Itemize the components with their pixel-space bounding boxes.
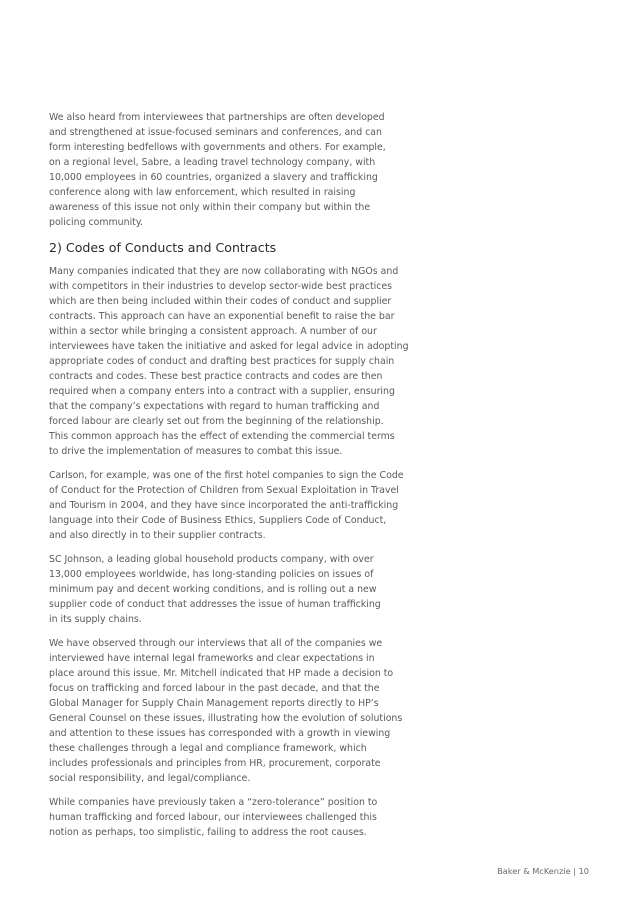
paragraph-line: Global Manager for Supply Chain Management reports directly to HP’s: [49, 698, 379, 709]
paragraph-line: focus on trafficking and forced labour in the past decade, and that the: [49, 683, 380, 694]
paragraph-line: and strengthened at issue-focused seminars and conferences, and can: [49, 127, 382, 138]
paragraph-line: General Counsel on these issues, illustrating how the evolution of solutions: [49, 713, 403, 724]
paragraph: [49, 264, 409, 459]
paragraph-line: which are then being included within their codes of conduct and supplier: [49, 296, 392, 307]
paragraph-line: social responsibility, and legal/compliance.: [49, 773, 251, 784]
paragraph-line: 13,000 employees worldwide, has long-standing policies on issues of: [49, 569, 374, 580]
paragraph-line: and also directly in to their supplier contracts.: [49, 530, 266, 541]
paragraph-line: in its supply chains.: [49, 614, 142, 625]
page-footer: Baker & McKenzie | 10: [497, 866, 589, 876]
paragraph-line: policing community.: [49, 217, 144, 228]
paragraph-line: includes professionals and principles from HR, procurement, corporate: [49, 758, 381, 769]
paragraph-line: supplier code of conduct that addresses the issue of human trafficking: [49, 599, 381, 610]
paragraph-line: conference along with law enforcement, which resulted in raising: [49, 187, 356, 198]
paragraph-line: contracts. This approach can have an exponential benefit to raise the bar: [49, 311, 395, 322]
paragraph-line: forced labour are clearly set out from the beginning of the relationship.: [49, 416, 384, 427]
paragraph: [49, 552, 409, 627]
paragraph-line: This common approach has the effect of extending the commercial terms: [49, 431, 395, 442]
paragraph-line: to drive the implementation of measures to combat this issue.: [49, 446, 343, 457]
paragraph-line: 10,000 employees in 60 countries, organized a slavery and trafficking: [49, 172, 378, 183]
paragraph-line: and attention to these issues has corresponded with a growth in viewing: [49, 728, 391, 739]
paragraph: [49, 110, 409, 230]
paragraph-line: Carlson, for example, was one of the first hotel companies to sign the Code: [49, 470, 404, 481]
paragraph-line: human trafficking and forced labour, our interviewees challenged this: [49, 812, 377, 823]
paragraph-line: interviewed have internal legal frameworks and clear expectations in: [49, 653, 375, 664]
section-body: [49, 264, 409, 840]
paragraph-line: appropriate codes of conduct and drafting best practices for supply chain: [49, 356, 395, 367]
paragraph-line: minimum pay and decent working conditions, and is rolling out a new: [49, 584, 377, 595]
intro-section: [49, 110, 409, 230]
paragraph-line: While companies have previously taken a “zero-tolerance” position to: [49, 797, 378, 808]
paragraph-line: required when a company enters into a contract with a supplier, ensuring: [49, 386, 395, 397]
paragraph-line: We have observed through our interviews that all of the companies we: [49, 638, 383, 649]
paragraph: [49, 795, 409, 840]
paragraph-line: We also heard from interviewees that partnerships are often developed: [49, 112, 385, 123]
paragraph-line: of Conduct for the Protection of Children from Sexual Exploitation in Travel: [49, 485, 399, 496]
paragraph: [49, 468, 409, 543]
paragraph-line: on a regional level, Sabre, a leading travel technology company, with: [49, 157, 376, 168]
section-heading: 2) Codes of Conducts and Contracts: [49, 240, 277, 255]
paragraph-line: within a sector while bringing a consistent approach. A number of our: [49, 326, 377, 337]
paragraph-line: language into their Code of Business Ethics, Suppliers Code of Conduct,: [49, 515, 387, 526]
paragraph: [49, 636, 409, 786]
paragraph-line: contracts and codes. These best practice contracts and codes are then: [49, 371, 383, 382]
paragraph-line: that the company’s expectations with regard to human trafficking and: [49, 401, 380, 412]
paragraph-line: place around this issue. Mr. Mitchell indicated that HP made a decision to: [49, 668, 394, 679]
document-body: [49, 110, 409, 849]
paragraph-line: awareness of this issue not only within their company but within the: [49, 202, 371, 213]
paragraph-line: notion as perhaps, too simplistic, failing to address the root causes.: [49, 827, 367, 838]
paragraph-line: interviewees have taken the initiative and asked for legal advice in adopting: [49, 341, 409, 352]
paragraph-line: Many companies indicated that they are now collaborating with NGOs and: [49, 266, 399, 277]
paragraph-line: with competitors in their industries to develop sector-wide best practices: [49, 281, 393, 292]
paragraph-line: form interesting bedfellows with governments and others. For example,: [49, 142, 386, 153]
paragraph-line: SC Johnson, a leading global household products company, with over: [49, 554, 374, 565]
paragraph-line: these challenges through a legal and compliance framework, which: [49, 743, 367, 754]
paragraph-line: and Tourism in 2004, and they have since incorporated the anti-trafficking: [49, 500, 399, 511]
